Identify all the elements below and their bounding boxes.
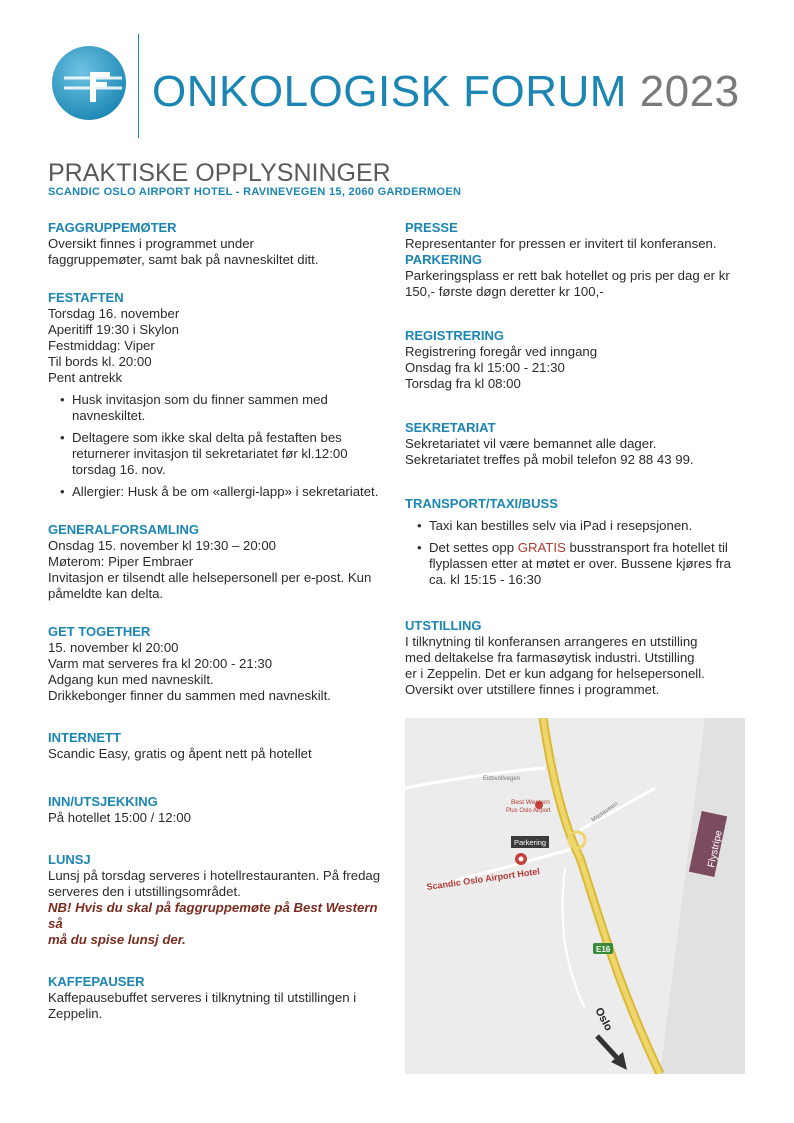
section-title: GET TOGETHER	[48, 624, 151, 639]
page-title: PRAKTISKE OPPLYSNINGER	[48, 159, 391, 187]
logo-f-icon	[50, 44, 128, 122]
section-body: Oversikt finnes i programmet under faggruppemøter, samt bak på navneskiltet ditt.	[48, 236, 319, 267]
map-graphic	[405, 718, 745, 1074]
bullet-text: Det settes opp	[429, 540, 518, 555]
best-western-label: Best Western	[511, 799, 550, 806]
section-title: FESTAFTEN	[48, 290, 124, 305]
brand-title	[152, 66, 740, 118]
section-lunsj	[48, 852, 393, 948]
section-presse	[405, 220, 750, 252]
lunsj-note: NB! Hvis du skal på faggruppemøte på Best Western så må du spise lunsj der.	[48, 900, 378, 947]
hotel-pin-dot	[519, 857, 524, 862]
oslo-label: Oslo	[592, 1005, 615, 1033]
section-title: INTERNETT	[48, 730, 121, 745]
section-title: PARKERING	[405, 252, 483, 267]
section-title: INN/UTSJEKKING	[48, 794, 158, 809]
section-parkering	[405, 252, 750, 300]
section-body: Torsdag 16. november Aperitiff 19:30 i Skylon Festmiddag: Viper Til bords kl. 20:00 Pent antrekk	[48, 306, 180, 385]
section-body: Sekretariatet vil være bemannet alle dager. Sekretariatet treffes på mobil telefon 92 88 43 99.	[405, 436, 694, 467]
section-body: Representanter for pressen er invitert til konferansen.	[405, 236, 717, 251]
section-get-together	[48, 624, 393, 704]
list-item: • Allergier: Husk å be om «allergi-lapp» i sekretariatet.	[48, 484, 393, 500]
section-title: UTSTILLING	[405, 618, 482, 633]
section-title: GENERALFORSAMLING	[48, 522, 199, 537]
section-title: KAFFEPAUSER	[48, 974, 145, 989]
header-divider	[138, 34, 139, 138]
list-item: • Taxi kan bestilles selv via iPad i resepsjonen.	[405, 518, 750, 534]
transport-bullets	[405, 518, 750, 588]
hotel-label: Scandic Oslo Airport Hotel	[425, 866, 541, 892]
section-body: Scandic Easy, gratis og åpent nett på hotellet	[48, 746, 312, 761]
section-transport	[405, 496, 750, 588]
section-utstilling	[405, 618, 750, 698]
section-festaften	[48, 290, 393, 500]
left-column	[48, 220, 393, 1022]
section-body: På hotellet 15:00 / 12:00	[48, 810, 191, 825]
street-label: Mastaveien	[590, 801, 620, 824]
section-faggruppe	[48, 220, 393, 268]
brand-year: 2023	[639, 67, 740, 116]
section-body: I tilknytning til konferansen arrangeres en utstilling med deltakelse fra farmasøytisk industri. Utstilling er i Zeppelin. Det er kun adgang for helsepersonell. Oversikt over utstillere finnes i programmet.	[405, 634, 705, 697]
section-title: LUNSJ	[48, 852, 91, 867]
parkering-tag-label: Parkering	[514, 838, 547, 847]
section-title: FAGGRUPPEMØTER	[48, 220, 177, 235]
section-body: 15. november kl 20:00 Varm mat serveres fra kl 20:00 - 21:30 Adgang kun med navneskilt. Drikkebonger finner du sammen med navneskilt.	[48, 640, 331, 703]
road-label: Eidsvollvegen	[483, 776, 521, 782]
section-internett	[48, 730, 393, 762]
section-title: TRANSPORT/TAXI/BUSS	[405, 496, 558, 511]
forum-logo	[50, 44, 128, 122]
section-body: Registrering foregår ved inngang Onsdag fra kl 15:00 - 21:30 Torsdag fra kl 08:00	[405, 344, 598, 391]
section-body: Onsdag 15. november kl 19:30 – 20:00 Møterom: Piper Embraer Invitasjon er tilsendt alle helsepersonell per e-post. Kun påmeldte kan delta.	[48, 538, 372, 601]
section-sekretariat	[405, 420, 750, 468]
list-item: • Husk invitasjon som du finner sammen med navneskiltet.	[48, 392, 393, 424]
bullet-text: busstransport fra hotellet til flyplassen etter at møtet er over. Bussene kjøres fra ca. kl 15:15 - 16:30	[429, 540, 731, 587]
section-kaffepauser	[48, 974, 393, 1022]
section-inn-utsjekking	[48, 794, 393, 826]
highway-label: E16	[596, 945, 611, 954]
list-item	[405, 540, 750, 588]
section-generalforsamling	[48, 522, 393, 602]
brand-name: ONKOLOGISK FORUM	[152, 67, 627, 116]
gratis-highlight: GRATIS	[517, 540, 566, 555]
section-body: Kaffepausebuffet serveres i tilknytning til utstillingen i Zeppelin.	[48, 990, 360, 1021]
section-title: REGISTRERING	[405, 328, 504, 343]
festaften-bullets	[48, 392, 393, 500]
right-column	[405, 220, 750, 698]
location-map	[405, 718, 745, 1074]
section-registrering	[405, 328, 750, 392]
page-subtitle: SCANDIC OSLO AIRPORT HOTEL - RAVINEVEGEN 15, 2060 GARDERMOEN	[48, 186, 462, 198]
list-item: • Deltagere som ikke skal delta på festaften bes returnerer invitasjon til sekretariatet før kl.12:00 torsdag 16. nov.	[48, 430, 393, 478]
section-body: Lunsj på torsdag serveres i hotellrestauranten. På fredag serveres den i utstillingsområdet.	[48, 868, 384, 899]
runway-label: Flystripe	[706, 829, 725, 869]
section-body: Parkeringsplass er rett bak hotellet og pris per dag er kr 150,- første døgn deretter kr 100,-	[405, 268, 734, 299]
section-title: PRESSE	[405, 220, 458, 235]
section-title: SEKRETARIAT	[405, 420, 496, 435]
best-western-sublabel: Plus Oslo Airport	[506, 808, 551, 814]
